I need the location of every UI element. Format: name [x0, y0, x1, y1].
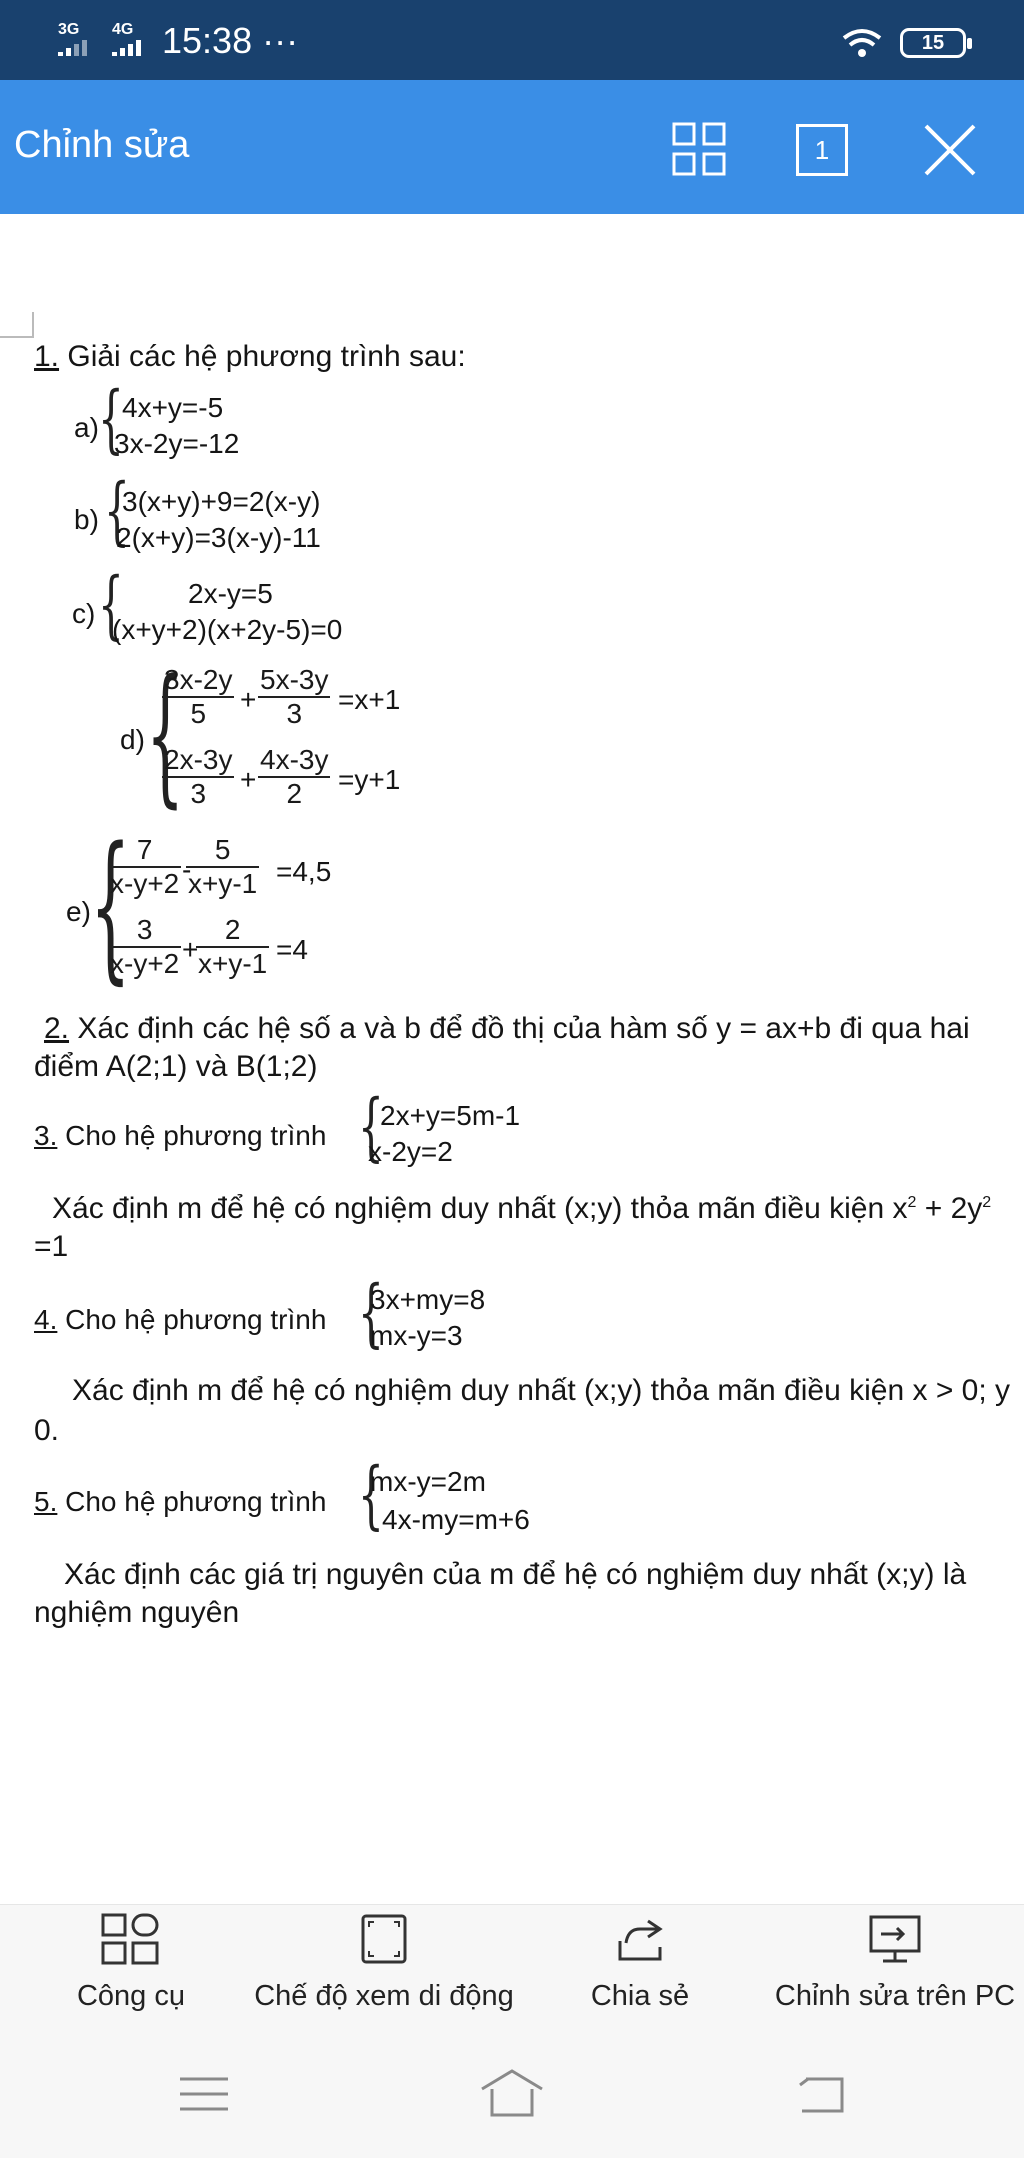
mobile-view-label: Chế độ xem di động	[254, 1980, 514, 2012]
system-c-eq1: 2x-y=5	[188, 578, 273, 609]
exercise-2-line1: 2. Xác định các hệ số a và b để đồ thị của hàm số y = ax+b đi qua hai	[44, 1012, 970, 1045]
system-3-eq2: x-2y=2	[368, 1136, 453, 1167]
system-4-eq2: mx-y=3	[370, 1320, 463, 1351]
exercise-4-heading: 4. Cho hệ phương trình	[34, 1304, 327, 1335]
page-title: Chỉnh sửa	[14, 124, 190, 166]
edit-on-pc-icon	[863, 1913, 927, 1965]
minus-sign: -	[182, 854, 192, 885]
part-d-label: d)	[120, 724, 145, 755]
fraction-d3: $\frac{2x-3y}{3}$	[164, 744, 233, 809]
part-e-label: e)	[66, 896, 91, 927]
part-a-label: a)	[74, 412, 99, 443]
close-icon[interactable]	[920, 120, 980, 180]
brace-c: {	[98, 562, 124, 648]
fraction-e2: $\frac{5}{x+y-1}$	[188, 834, 258, 899]
sim2-signal-icon	[112, 40, 141, 56]
system-b-eq2: 2(x+y)=3(x-y)-11	[116, 522, 321, 553]
exercise-5-heading: 5. Cho hệ phương trình	[34, 1486, 327, 1517]
header-bar	[0, 80, 1024, 214]
plus-sign: +	[240, 764, 257, 795]
exercise-3-heading: 3. Cho hệ phương trình	[34, 1120, 327, 1151]
bottom-toolbar	[0, 1904, 1024, 2040]
share-button[interactable]	[580, 1913, 700, 2013]
plus-sign: +	[240, 684, 257, 715]
fraction-d1: $\frac{3x-2y}{5}$	[164, 664, 233, 729]
fraction-e3: $\frac{3}{x-y+2}$	[110, 914, 180, 979]
brace-e: {	[90, 812, 131, 999]
tools-icon	[101, 1913, 161, 1965]
brace-a: {	[98, 376, 124, 462]
system-nav-bar	[0, 2039, 1024, 2158]
menu-icon[interactable]	[176, 2071, 232, 2117]
fraction-e4: $\frac{2}{x+y-1}$	[198, 914, 268, 979]
mobile-view-button[interactable]	[254, 1913, 514, 2013]
page-count-button[interactable]: 1	[796, 124, 848, 176]
share-label: Chia sẻ	[590, 1980, 690, 2012]
system-4-eq1: 3x+my=8	[370, 1284, 486, 1315]
page-corner-mark	[0, 312, 34, 338]
grid-view-icon[interactable]	[670, 120, 728, 178]
battery-icon: 15	[900, 28, 966, 58]
system-e-rhs1: =4,5	[276, 856, 332, 887]
sim1-network: 3G	[58, 21, 80, 38]
system-5-eq2: 4x-my=m+6	[382, 1504, 530, 1535]
sim2-network: 4G	[112, 21, 134, 38]
system-5-eq1: mx-y=2m	[370, 1466, 486, 1497]
brace-d: {	[146, 648, 185, 822]
exercise-4-condition: Xác định m để hệ có nghiệm duy nhất (x;y) thỏa mãn điều kiện x > 0; y	[72, 1374, 1011, 1407]
exercise-4-condition-end: 0.	[34, 1414, 60, 1447]
exercise-2-line2: điểm A(2;1) và B(1;2)	[34, 1050, 318, 1083]
fraction-d2: $\frac{5x-3y}{3}$	[260, 664, 329, 729]
exercise-3-condition-end: =1	[34, 1230, 69, 1263]
system-3-eq1: 2x+y=5m-1	[380, 1100, 521, 1131]
brace-4: {	[358, 1270, 384, 1356]
system-d-rhs1: =x+1	[338, 684, 401, 715]
fraction-d4: $\frac{4x-3y}{2}$	[260, 744, 329, 809]
status-bar	[0, 0, 1024, 80]
brace-5: {	[358, 1452, 384, 1538]
sim1-signal-icon	[58, 40, 87, 56]
brace-b: {	[104, 468, 130, 554]
edit-on-pc-label: Chỉnh sửa trên PC	[774, 1980, 1016, 2012]
clock: 15:38 ···	[162, 20, 299, 61]
share-icon	[610, 1913, 670, 1965]
mobile-view-icon	[359, 1913, 409, 1965]
exercise-5-condition: Xác định các giá trị nguyên của m để hệ có nghiệm duy nhất (x;y) là	[64, 1558, 967, 1591]
system-a-eq2: 3x-2y=-12	[114, 428, 240, 459]
system-e-rhs2: =4	[276, 934, 308, 965]
exercise-5-condition-end: nghiệm nguyên	[34, 1596, 240, 1629]
system-d-rhs2: =y+1	[338, 764, 401, 795]
home-icon[interactable]	[478, 2067, 546, 2119]
system-a-eq1: 4x+y=-5	[122, 392, 224, 423]
exercise-3-condition: Xác định m để hệ có nghiệm duy nhất (x;y) thỏa mãn điều kiện $x^2 + 2y^2$	[52, 1192, 992, 1225]
tools-label: Công cụ	[76, 1980, 185, 2012]
back-icon[interactable]	[796, 2071, 848, 2117]
edit-on-pc-button[interactable]	[770, 1913, 1020, 2013]
part-b-label: b)	[74, 504, 99, 535]
fraction-e1: $\frac{7}{x-y+2}$	[110, 834, 180, 899]
tools-button[interactable]	[66, 1913, 196, 2013]
system-c-eq2: (x+y+2)(x+2y-5)=0	[112, 614, 343, 645]
part-c-label: c)	[72, 598, 96, 629]
wifi-icon	[840, 24, 884, 60]
system-b-eq1: 3(x+y)+9=2(x-y)	[122, 486, 321, 517]
plus-sign: +	[182, 934, 199, 965]
brace-3: {	[358, 1084, 384, 1170]
exercise-1-heading: 1. Giải các hệ phương trình sau:	[34, 340, 466, 373]
